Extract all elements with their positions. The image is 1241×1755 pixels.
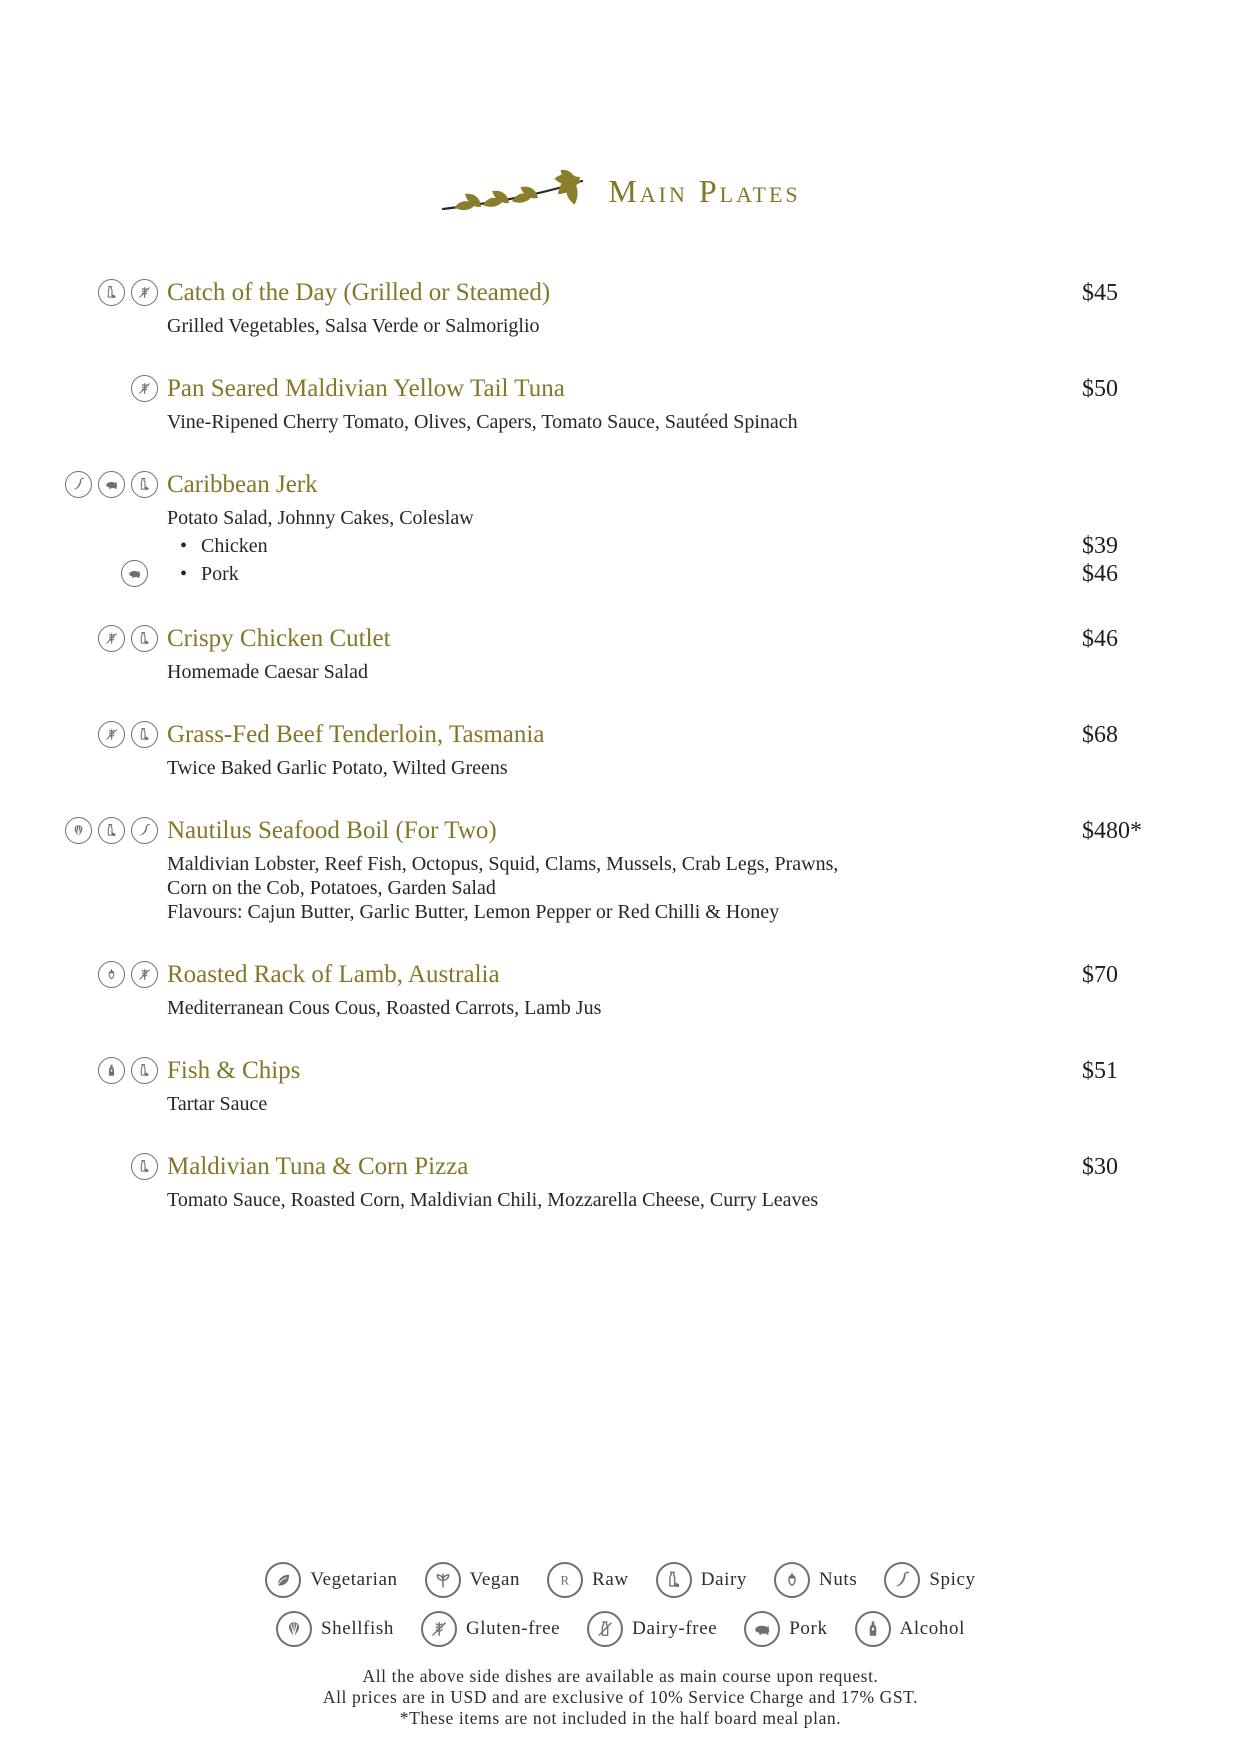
gluten-free-icon	[98, 625, 125, 652]
item-description	[167, 1092, 1241, 1116]
item-description	[167, 410, 1241, 434]
menu-item	[0, 1150, 1241, 1212]
pork-icon	[121, 560, 148, 587]
item-name: Pan Seared Maldivian Yellow Tail Tuna	[167, 375, 565, 402]
item-description	[167, 1188, 1241, 1212]
spicy-icon	[131, 817, 158, 844]
legend-label: Vegan	[469, 1569, 521, 1590]
legend-label: Dairy	[700, 1569, 748, 1590]
item-description-line: Homemade Caesar Salad	[167, 661, 369, 683]
dairy-icon	[131, 471, 158, 498]
item-icons	[0, 961, 158, 988]
spicy-icon	[884, 1562, 920, 1598]
spicy-icon	[65, 471, 92, 498]
menu-item	[0, 622, 1241, 684]
gluten-free-icon	[98, 721, 125, 748]
option-row	[167, 560, 1241, 588]
item-name: Roasted Rack of Lamb, Australia	[167, 961, 500, 988]
legend-entry	[425, 1562, 520, 1598]
pork-icon	[744, 1611, 780, 1647]
item-price: $480*	[1082, 818, 1142, 844]
item-description-line: Twice Baked Garlic Potato, Wilted Greens	[167, 757, 508, 779]
item-icons	[0, 279, 158, 306]
menu-item	[0, 718, 1241, 780]
legend-label: Gluten-free	[465, 1618, 561, 1639]
legend-label: Shellfish	[321, 1618, 394, 1639]
item-price: $51	[1082, 1058, 1118, 1084]
gluten-free-icon	[131, 279, 158, 306]
dairy-icon	[98, 279, 125, 306]
pork-icon	[98, 471, 125, 498]
legend-label: Nuts	[819, 1569, 858, 1590]
item-description-line: Grilled Vegetables, Salsa Verde or Salmoriglio	[167, 315, 540, 337]
legend-label: Raw	[592, 1569, 629, 1590]
item-price: $50	[1082, 376, 1118, 402]
footer-note-line: *These items are not included in the half board meal plan.	[399, 1708, 842, 1728]
legend-entry	[884, 1562, 975, 1598]
item-description	[167, 506, 1241, 530]
option-bullet: •	[180, 563, 188, 585]
dietary-legend	[0, 1562, 1241, 1647]
dairy-icon	[131, 1153, 158, 1180]
footer	[0, 1666, 1241, 1729]
item-description-line: Vine-Ripened Cherry Tomato, Olives, Capers, Tomato Sauce, Sautéed Spinach	[167, 411, 798, 433]
legend-label: Vegetarian	[310, 1569, 398, 1590]
dairy-icon	[656, 1562, 692, 1598]
item-description-line: Corn on the Cob, Potatoes, Garden Salad	[167, 877, 496, 899]
item-options	[167, 532, 1241, 588]
option-bullet: •	[180, 535, 188, 557]
option-icons	[121, 560, 148, 587]
legend-entry	[774, 1562, 857, 1598]
menu-item	[0, 1054, 1241, 1116]
item-name: Crispy Chicken Cutlet	[167, 625, 391, 652]
item-description-line: Flavours: Cajun Butter, Garlic Butter, Lemon Pepper or Red Chilli & Honey	[167, 901, 780, 923]
item-description-line: Tartar Sauce	[167, 1093, 268, 1115]
legend-entry	[656, 1562, 747, 1598]
nuts-icon	[98, 961, 125, 988]
gluten-free-icon	[421, 1611, 457, 1647]
legend-row	[265, 1562, 975, 1598]
option-label: Pork	[201, 563, 239, 585]
item-description-line: Maldivian Lobster, Reef Fish, Octopus, Squid, Clams, Mussels, Crab Legs, Prawns,	[167, 853, 839, 875]
option-price: $39	[1082, 533, 1118, 559]
item-price: $46	[1082, 626, 1118, 652]
dairy-free-icon	[587, 1611, 623, 1647]
item-name: Grass-Fed Beef Tenderloin, Tasmania	[167, 721, 545, 748]
option-label: Chicken	[201, 535, 268, 557]
item-description	[167, 660, 1241, 684]
item-icons	[0, 1153, 158, 1180]
item-description-line: Tomato Sauce, Roasted Corn, Maldivian Chili, Mozzarella Cheese, Curry Leaves	[167, 1189, 819, 1211]
legend-entry	[744, 1611, 827, 1647]
shellfish-icon	[276, 1611, 312, 1647]
gluten-free-icon	[131, 961, 158, 988]
legend-entry	[421, 1611, 560, 1647]
dairy-icon	[98, 817, 125, 844]
footer-note-line: All prices are in USD and are exclusive of 10% Service Charge and 17% GST.	[322, 1687, 919, 1707]
item-name: Catch of the Day (Grilled or Steamed)	[167, 279, 551, 306]
item-icons	[0, 375, 158, 402]
footer-note-line: All the above side dishes are available as main course upon request.	[362, 1666, 879, 1686]
menu-item	[0, 372, 1241, 434]
menu-item	[0, 276, 1241, 338]
dairy-icon	[131, 721, 158, 748]
item-icons	[0, 721, 158, 748]
option-row	[167, 532, 1241, 560]
item-description	[167, 852, 1241, 924]
vegan-icon	[425, 1562, 461, 1598]
legend-label: Spicy	[929, 1569, 976, 1590]
legend-label: Alcohol	[899, 1618, 965, 1639]
item-description-line: Mediterranean Cous Cous, Roasted Carrots, Lamb Jus	[167, 997, 602, 1019]
dairy-icon	[131, 1057, 158, 1084]
item-name: Nautilus Seafood Boil (For Two)	[167, 817, 497, 844]
item-description-line: Potato Salad, Johnny Cakes, Coleslaw	[167, 507, 474, 529]
nuts-icon	[774, 1562, 810, 1598]
item-icons	[0, 1057, 158, 1084]
alcohol-icon	[98, 1057, 125, 1084]
dairy-icon	[131, 625, 158, 652]
legend-entry	[855, 1611, 965, 1647]
raw-icon	[547, 1562, 583, 1598]
item-icons	[0, 817, 158, 844]
menu-item	[0, 468, 1241, 588]
menu-item	[0, 814, 1241, 924]
branch-decoration-icon	[440, 170, 600, 218]
item-name: Maldivian Tuna & Corn Pizza	[167, 1153, 469, 1180]
legend-label: Dairy-free	[632, 1618, 718, 1639]
item-price: $45	[1082, 280, 1118, 306]
item-icons	[0, 625, 158, 652]
item-name: Fish & Chips	[167, 1057, 301, 1084]
item-name: Caribbean Jerk	[167, 471, 318, 498]
item-description	[167, 314, 1241, 338]
legend-row	[276, 1611, 965, 1647]
menu-list	[0, 276, 1241, 1246]
option-price: $46	[1082, 561, 1118, 587]
item-description	[167, 756, 1241, 780]
svg-text:R: R	[560, 1573, 570, 1588]
gluten-free-icon	[131, 375, 158, 402]
item-price: $30	[1082, 1154, 1118, 1180]
alcohol-icon	[855, 1611, 891, 1647]
item-description	[167, 996, 1241, 1020]
page-title: Main Plates	[608, 173, 801, 209]
main-plates-header	[0, 170, 1241, 218]
item-price: $68	[1082, 722, 1118, 748]
legend-entry	[276, 1611, 394, 1647]
menu-item	[0, 958, 1241, 1020]
shellfish-icon	[65, 817, 92, 844]
legend-label: Pork	[789, 1618, 828, 1639]
item-price: $70	[1082, 962, 1118, 988]
item-icons	[0, 471, 158, 498]
legend-entry	[265, 1562, 397, 1598]
legend-entry	[587, 1611, 717, 1647]
legend-entry	[547, 1562, 629, 1598]
vegetarian-icon	[265, 1562, 301, 1598]
